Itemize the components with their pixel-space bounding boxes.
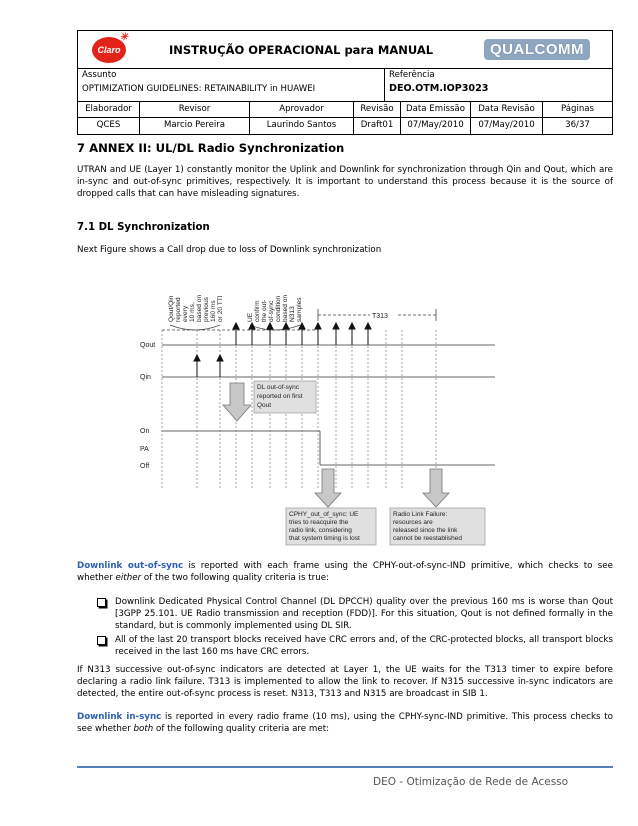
- claro-burst-icon: ✳: [119, 31, 128, 43]
- box3-line3: released since the link: [393, 527, 458, 534]
- note-left-line7: 160 ms: [210, 300, 217, 322]
- insync-text-b: of the following quality criteria are met:: [153, 724, 330, 735]
- val-elaborador: QCES: [78, 118, 140, 134]
- note-ue-line7: N313: [289, 306, 296, 322]
- header-title-row: [78, 31, 612, 69]
- outsync-emphasis: either: [115, 573, 142, 584]
- claro-logo-cell: [78, 31, 140, 68]
- col-data-revisao: Data Revisão: [471, 102, 543, 117]
- timer-label: T313: [372, 313, 388, 320]
- document-title: INSTRUÇÃO OPERACIONAL para MANUAL: [168, 42, 434, 57]
- rlf-arrow-icon: [423, 469, 449, 507]
- reference-label: Referência: [389, 70, 435, 80]
- val-revisao: Draft01: [354, 118, 401, 134]
- note-ue-line5: condition: [275, 295, 282, 322]
- header-values-row: [78, 118, 612, 134]
- qin-arrows: [194, 355, 223, 377]
- val-aprovador: Laurindo Santos: [250, 118, 354, 134]
- note-box-radio-link-failure: [390, 508, 485, 545]
- col-elaborador: Elaborador: [78, 102, 140, 117]
- note-ue-line1: UE: [247, 312, 254, 322]
- reference-cell: [385, 69, 612, 101]
- checkbox-bullet-icon: [97, 598, 106, 607]
- label-pa: PA: [140, 446, 149, 453]
- n313-paragraph: If N313 successive out-of-sync indicators are detected at Layer 1, the UE waits for the T313 timer to expire before declaring a radio link failure. T313 is implemented to allow the link to recover. If N315 successive in-sync indicators are detected, the entire out-of-sync process is reset. N313, T313 and N315 are broadcast in SIB 1.: [77, 665, 613, 700]
- val-paginas: 36/37: [565, 120, 590, 130]
- subject-label: Assunto: [82, 70, 117, 80]
- col-paginas: Páginas: [560, 104, 595, 114]
- criteria-list: [97, 596, 613, 659]
- note-left-line3: every: [182, 305, 189, 322]
- box2-line4: that system timing is lost: [289, 535, 360, 542]
- qualcomm-logo: QUALCOMM: [484, 39, 590, 60]
- checkbox-bullet-icon: [97, 636, 106, 645]
- note-left-line6: previous: [203, 297, 210, 322]
- note-box-first-qout: [254, 381, 316, 413]
- cphy-arrow-icon: [315, 469, 341, 507]
- box3-line1: Radio Link Failure:: [393, 511, 448, 518]
- dl-sync-diagram: [140, 275, 500, 547]
- box3-line2: resources are: [393, 519, 433, 526]
- note-left-line1: Qout/Qin: [168, 295, 175, 322]
- outsync-text-a: is reported with each frame using the CPHY-out-of-sync-IND primitive, which checks to see whether: [77, 561, 613, 584]
- box1-line2: reported on first: [257, 393, 303, 400]
- note-ue-line3: the out-: [261, 299, 268, 322]
- note-box-cphy-out-of-sync: [286, 508, 376, 545]
- note-ue-line2: confirm: [254, 300, 261, 322]
- insync-paragraph: [77, 711, 613, 735]
- label-off: Off: [140, 463, 150, 470]
- label-qin: Qin: [140, 374, 151, 381]
- qout-arrows: [233, 323, 371, 345]
- bullet-text: Downlink Dedicated Physical Control Channel (DL DPCCH) quality over the previous 160 ms is worse than Qout [3GPP 25.101. UE Radio transmission and reception (FDD)]. For this situation, Qout is not defined formally in the standard, but is commonly implemented using DL SIR.: [115, 597, 613, 632]
- header-subject-row: [78, 69, 612, 102]
- outsync-text-b: of the two following quality criteria is true:: [141, 573, 329, 584]
- label-qout: Qout: [140, 342, 156, 349]
- col-revisao: Revisão: [354, 102, 401, 117]
- val-data-revisao: 07/May/2010: [471, 118, 543, 134]
- subsection-heading: 7.1 DL Synchronization: [77, 222, 210, 233]
- col-data-emissao: Data Emissão: [401, 102, 471, 117]
- subject-cell: [78, 69, 385, 101]
- claro-logo: [92, 31, 128, 63]
- box2-line2: tries to reacquire the: [289, 519, 349, 526]
- intro-paragraph: UTRAN and UE (Layer 1) constantly monitor the Uplink and Downlink for synchronization through Qin and Qout, which are in-sync and out-of-sync primitives, respectively. It is important to understand this process because it is the source of dropped calls that can have misleading signatures.: [77, 165, 613, 200]
- list-item: [97, 634, 613, 658]
- note-ue-line4: of-sync: [268, 300, 275, 322]
- val-data-emissao: 07/May/2010: [401, 118, 471, 134]
- document-header-table: [77, 30, 613, 135]
- note-ue-line8: samples: [296, 297, 303, 322]
- insync-term: Downlink in-sync: [77, 712, 162, 722]
- first-qout-arrow-icon: [223, 383, 251, 421]
- col-aprovador: Aprovador: [250, 102, 354, 117]
- val-revisor: Marcio Pereira: [140, 118, 250, 134]
- figure-caption: Next Figure shows a Call drop due to loss of Downlink synchronization: [77, 245, 382, 255]
- reference-value: DEO.OTM.IOP3023: [389, 83, 489, 94]
- box2-line3: radio link, considering: [289, 527, 352, 534]
- section-heading: 7 ANNEX II: UL/DL Radio Synchronization: [77, 141, 345, 155]
- footer-text: DEO - Otimização de Rede de Acesso: [373, 776, 569, 788]
- note-left-line4: 10 ms,: [189, 302, 196, 322]
- note-left-line5: based on: [196, 294, 203, 322]
- label-on: On: [140, 428, 150, 435]
- col-revisor: Revisor: [140, 102, 250, 117]
- note-left-line8: or 20 TTI: [217, 295, 224, 322]
- insync-emphasis: both: [133, 724, 154, 735]
- box1-line3: Qout: [257, 402, 272, 409]
- qualcomm-logo-cell: [462, 31, 612, 68]
- footer-divider: [77, 766, 613, 768]
- note-left-line2: reported: [175, 297, 182, 322]
- box3-line4: cannot be reestablished: [393, 535, 463, 542]
- note-ue-line6: based on: [282, 294, 289, 322]
- box1-line1: DL out-of-sync: [257, 384, 300, 391]
- list-item: [97, 596, 613, 633]
- box2-line1: CPHY_out_of_sync: UE: [289, 511, 359, 518]
- subject-value: OPTIMIZATION GUIDELINES: RETAINABILITY in HUAWEI: [82, 84, 316, 94]
- insync-text-a: is reported in every radio frame (10 ms), using the CPHY-sync-IND primitive. This process checks to see whether: [77, 712, 613, 735]
- bullet-text: All of the last 20 transport blocks received have CRC errors and, of the CRC-protected blocks, all transport blocks received in the last 160 ms have CRC errors.: [115, 634, 613, 657]
- header-columns-row: [78, 102, 612, 118]
- claro-logo-text: Claro: [97, 44, 121, 55]
- outsync-term: Downlink out-of-sync: [77, 561, 184, 571]
- outsync-paragraph: [77, 560, 613, 584]
